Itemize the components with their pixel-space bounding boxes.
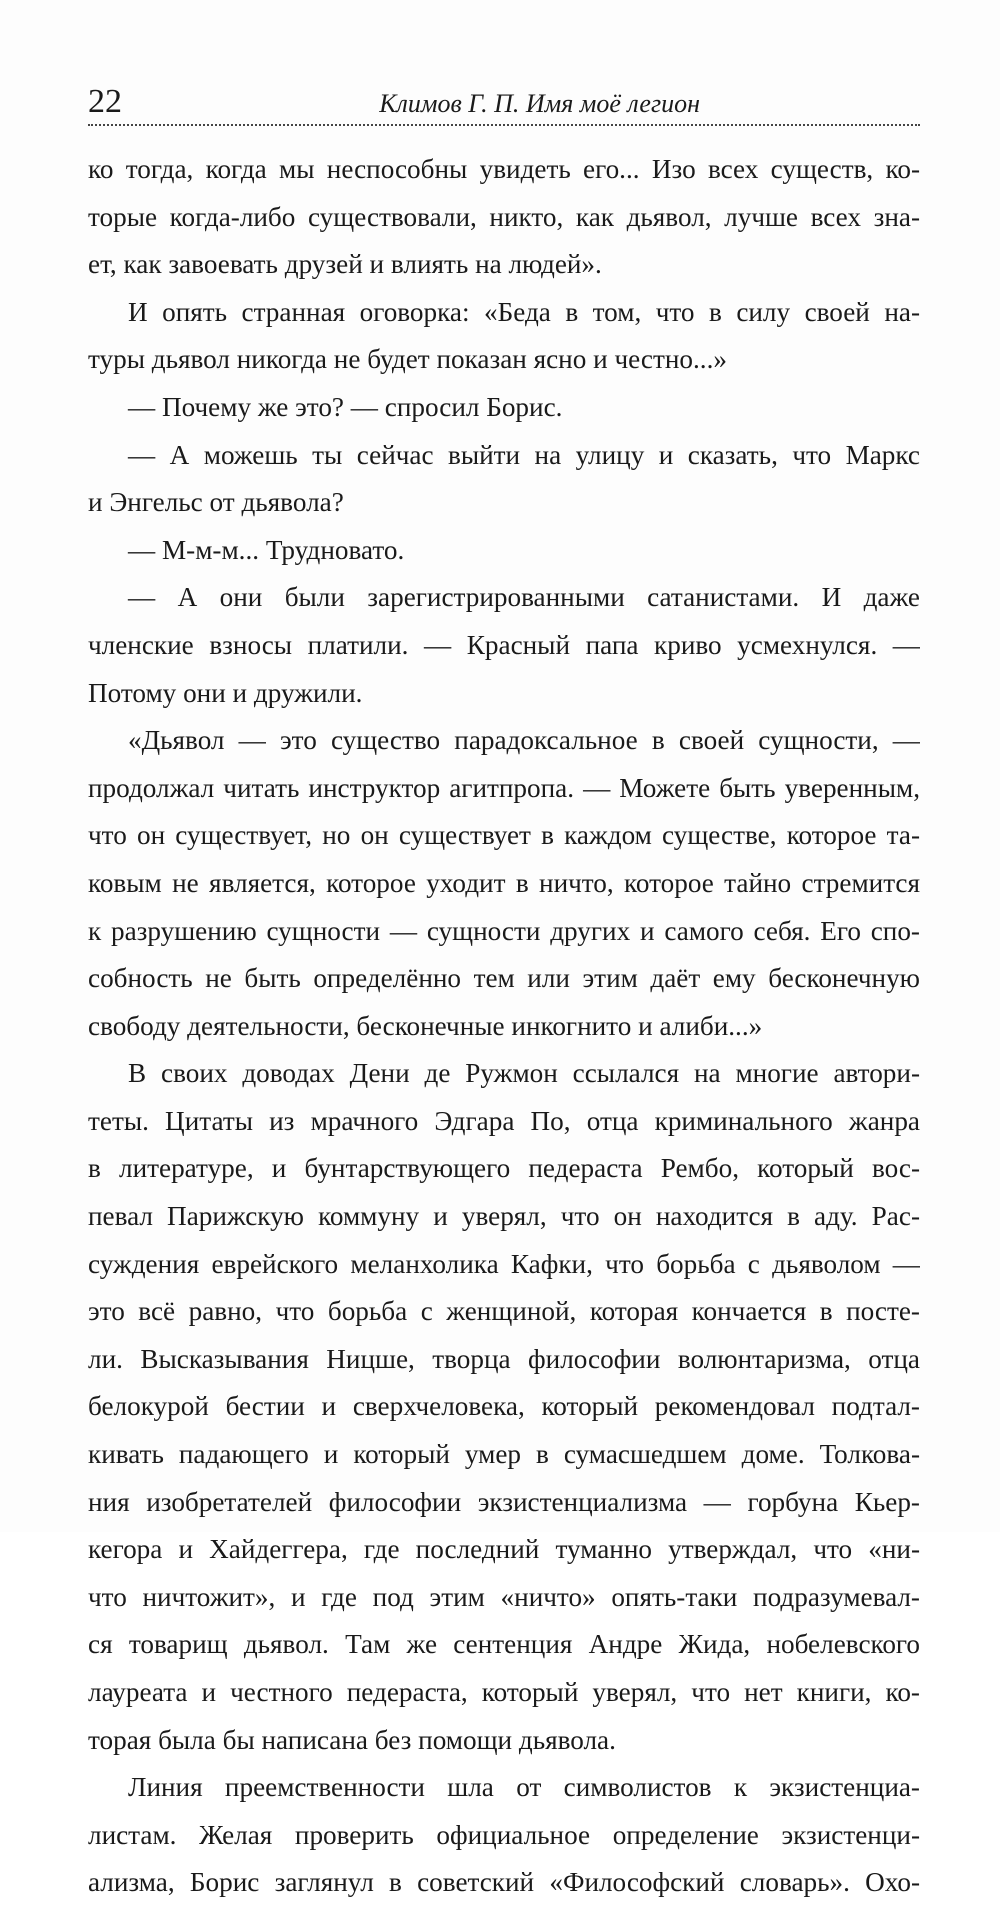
- text-line: ко тогда, когда мы неспособны увидеть его... Изо всех существ, ко-: [88, 154, 920, 184]
- text-line: свободу деятельности, бесконечные инкогнито и алиби...»: [88, 1010, 763, 1041]
- text-line: в литературе, и бунтарствующего педераста Рембо, который вос-: [88, 1153, 920, 1184]
- text-line: торая была бы написана без помощи дьявола.: [88, 1724, 616, 1755]
- text-line: ли. Высказывания Ницше, творца философии волюнтаризма, отца: [88, 1343, 920, 1374]
- text-line: это всё равно, что борьба с женщиной, которая кончается в посте-: [88, 1296, 920, 1327]
- text-line: — М-м-м... Трудновато.: [128, 534, 405, 565]
- body-text: [88, 146, 920, 1907]
- text-line: — А можешь ты сейчас выйти на улицу и сказать, что Маркс: [128, 439, 920, 470]
- page-header: [88, 82, 920, 126]
- text-line: продолжал читать инструктор агитпропа. — Можете быть уверенным,: [88, 772, 920, 803]
- text-line: ся товарищ дьявол. Там же сентенция Андре Жида, нобелевского: [88, 1629, 920, 1660]
- page-number: 22: [88, 83, 122, 120]
- text-line: что ничтожит», и где под этим «ничто» опять-таки подразумевал-: [88, 1581, 920, 1612]
- running-title: Климов Г. П. Имя моё легион: [379, 89, 700, 118]
- text-line: ет, как завоевать друзей и влиять на людей».: [88, 249, 602, 280]
- text-line: к разрушению сущности — сущности других и самого себя. Его спо-: [88, 915, 920, 946]
- text-line: «Дьявол — это существо парадоксальное в своей сущности, —: [128, 725, 920, 756]
- text-line: листам. Желая проверить официальное определение экзистенци-: [88, 1819, 920, 1850]
- text-line: суждения еврейского меланхолика Кафки, что борьба с дьяволом —: [88, 1248, 920, 1279]
- text-line: — А они были зарегистрированными сатанистами. И даже: [128, 582, 920, 613]
- text-line: Линия преемственности шла от символистов к экзистенциа-: [128, 1772, 920, 1803]
- header-divider: [88, 124, 920, 126]
- text-line: торые когда-либо существовали, никто, как дьявол, лучше всех зна-: [88, 201, 920, 232]
- text-line: кивать падающего и который умер в сумасшедшем доме. Толкова-: [88, 1439, 920, 1470]
- text-line: — Почему же это? — спросил Борис.: [128, 391, 563, 422]
- text-line: белокурой бестии и сверхчеловека, который рекомендовал подтал-: [88, 1391, 920, 1422]
- text-line: и Энгельс от дьявола?: [88, 487, 344, 518]
- text-line: теты. Цитаты из мрачного Эдгара По, отца криминального жанра: [88, 1105, 920, 1136]
- text-line: Потому они и дружили.: [88, 677, 363, 708]
- text-line: что он существует, но он существует в каждом существе, которое та-: [88, 820, 920, 851]
- text-line: В своих доводах Дени де Ружмон ссылался на многие автори-: [128, 1058, 920, 1089]
- text-line: лауреата и честного педераста, который уверял, что нет книги, ко-: [88, 1677, 920, 1707]
- text-line: кегора и Хайдеггера, где последний туманно утверждал, что «ни-: [88, 1534, 920, 1565]
- text-line: певал Парижскую коммуну и уверял, что он находится в аду. Рас-: [88, 1201, 920, 1232]
- text-line: собность не быть определённо тем или этим даёт ему бесконечную: [88, 963, 920, 994]
- text-line: ния изобретателей философии экзистенциализма — горбуна Кьер-: [88, 1486, 920, 1517]
- text-line: туры дьявол никогда не будет показан ясно и честно...»: [88, 344, 727, 375]
- text-line: И опять странная оговорка: «Беда в том, что в силу своей на-: [128, 296, 920, 327]
- text-line: членские взносы платили. — Красный папа криво усмехнулся. —: [88, 629, 920, 660]
- text-line: ковым не является, которое уходит в ничто, которое тайно стремится: [88, 867, 920, 898]
- text-line: ализма, Борис заглянул в советский «Философский словарь». Охо-: [88, 1867, 920, 1898]
